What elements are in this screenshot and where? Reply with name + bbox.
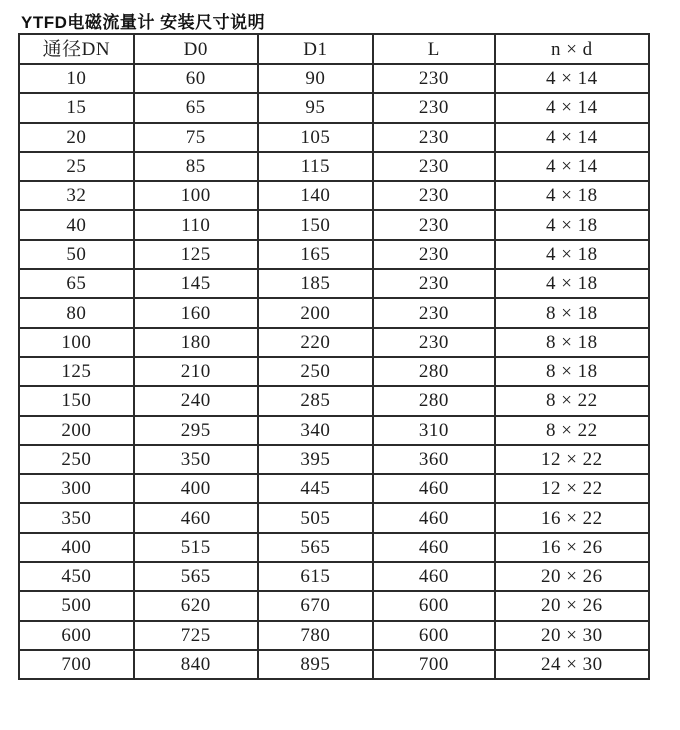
table-cell: 460: [373, 503, 495, 532]
column-header-dn: 通径DN: [19, 34, 134, 64]
table-cell: 12 × 22: [495, 445, 649, 474]
page-title: YTFD电磁流量计 安装尺寸说明: [21, 13, 266, 32]
table-cell: 160: [134, 298, 258, 327]
table-cell: 700: [373, 650, 495, 679]
table-cell: 25: [19, 152, 134, 181]
table-cell: 110: [134, 210, 258, 239]
table-cell: 60: [134, 64, 258, 93]
table-cell: 670: [258, 591, 373, 620]
table-cell: 10: [19, 64, 134, 93]
table-cell: 145: [134, 269, 258, 298]
table-cell: 615: [258, 562, 373, 591]
table-cell: 780: [258, 621, 373, 650]
table-cell: 515: [134, 533, 258, 562]
table-cell: 565: [134, 562, 258, 591]
table-row: [19, 328, 649, 357]
table-cell: 460: [134, 503, 258, 532]
table-cell: 400: [19, 533, 134, 562]
table-cell: 310: [373, 416, 495, 445]
table-cell: 15: [19, 93, 134, 122]
table-row: [19, 123, 649, 152]
table-row: [19, 210, 649, 239]
table-cell: 90: [258, 64, 373, 93]
table-cell: 230: [373, 298, 495, 327]
table-cell: 840: [134, 650, 258, 679]
table-row: [19, 416, 649, 445]
table-cell: 600: [19, 621, 134, 650]
table-cell: 460: [373, 533, 495, 562]
table-cell: 24 × 30: [495, 650, 649, 679]
table-cell: 20 × 30: [495, 621, 649, 650]
table-cell: 460: [373, 562, 495, 591]
table-row: [19, 503, 649, 532]
table-cell: 220: [258, 328, 373, 357]
table-cell: 295: [134, 416, 258, 445]
table-cell: 4 × 14: [495, 93, 649, 122]
table-row: [19, 181, 649, 210]
table-row: [19, 240, 649, 269]
table-cell: 200: [258, 298, 373, 327]
installation-dimensions-table: [18, 33, 650, 680]
table-cell: 230: [373, 64, 495, 93]
table-cell: 280: [373, 357, 495, 386]
table-cell: 32: [19, 181, 134, 210]
table-row: [19, 474, 649, 503]
table-cell: 600: [373, 621, 495, 650]
table-cell: 400: [134, 474, 258, 503]
table-row: [19, 445, 649, 474]
table-cell: 150: [258, 210, 373, 239]
table-cell: 4 × 18: [495, 210, 649, 239]
table-cell: 40: [19, 210, 134, 239]
table-cell: 230: [373, 210, 495, 239]
table-cell: 50: [19, 240, 134, 269]
table-row: [19, 357, 649, 386]
table-cell: 4 × 14: [495, 64, 649, 93]
table-cell: 125: [134, 240, 258, 269]
table-cell: 460: [373, 474, 495, 503]
table-cell: 16 × 22: [495, 503, 649, 532]
table-row: [19, 269, 649, 298]
table-cell: 4 × 18: [495, 181, 649, 210]
table-cell: 8 × 18: [495, 357, 649, 386]
table-cell: 150: [19, 386, 134, 415]
table-cell: 300: [19, 474, 134, 503]
table-cell: 895: [258, 650, 373, 679]
table-cell: 285: [258, 386, 373, 415]
table-cell: 180: [134, 328, 258, 357]
table-row: [19, 93, 649, 122]
table-cell: 250: [258, 357, 373, 386]
table-cell: 8 × 22: [495, 386, 649, 415]
table-cell: 620: [134, 591, 258, 620]
column-header-d1: D1: [258, 34, 373, 64]
table-row: [19, 298, 649, 327]
table-cell: 4 × 14: [495, 152, 649, 181]
table-cell: 360: [373, 445, 495, 474]
table-cell: 230: [373, 93, 495, 122]
table-cell: 65: [134, 93, 258, 122]
table-row: [19, 64, 649, 93]
column-header-d0: D0: [134, 34, 258, 64]
table-cell: 12 × 22: [495, 474, 649, 503]
table-body: [19, 64, 649, 679]
table-cell: 230: [373, 328, 495, 357]
table-cell: 350: [134, 445, 258, 474]
table-row: [19, 386, 649, 415]
table-cell: 185: [258, 269, 373, 298]
table-cell: 20 × 26: [495, 591, 649, 620]
table-cell: 125: [19, 357, 134, 386]
table-cell: 505: [258, 503, 373, 532]
table-cell: 230: [373, 269, 495, 298]
table-cell: 100: [19, 328, 134, 357]
table-cell: 600: [373, 591, 495, 620]
table-cell: 8 × 18: [495, 298, 649, 327]
table-cell: 85: [134, 152, 258, 181]
table-cell: 240: [134, 386, 258, 415]
table-cell: 20 × 26: [495, 562, 649, 591]
table-row: [19, 533, 649, 562]
table-cell: 4 × 18: [495, 240, 649, 269]
table-cell: 230: [373, 123, 495, 152]
table-row: [19, 562, 649, 591]
table-cell: 115: [258, 152, 373, 181]
table-cell: 20: [19, 123, 134, 152]
table-cell: 100: [134, 181, 258, 210]
table-cell: 280: [373, 386, 495, 415]
table-cell: 4 × 18: [495, 269, 649, 298]
table-cell: 230: [373, 152, 495, 181]
table-cell: 445: [258, 474, 373, 503]
table-cell: 210: [134, 357, 258, 386]
column-header-nxd: n × d: [495, 34, 649, 64]
table-cell: 350: [19, 503, 134, 532]
table-cell: 140: [258, 181, 373, 210]
table-cell: 230: [373, 181, 495, 210]
table-cell: 395: [258, 445, 373, 474]
table-row: [19, 621, 649, 650]
table-cell: 105: [258, 123, 373, 152]
table-row: [19, 152, 649, 181]
table-cell: 80: [19, 298, 134, 327]
table-cell: 8 × 22: [495, 416, 649, 445]
table-cell: 16 × 26: [495, 533, 649, 562]
table-cell: 165: [258, 240, 373, 269]
table-row: [19, 591, 649, 620]
table-cell: 65: [19, 269, 134, 298]
table-row: [19, 650, 649, 679]
table-cell: 340: [258, 416, 373, 445]
table-cell: 450: [19, 562, 134, 591]
table-cell: 700: [19, 650, 134, 679]
table-cell: 8 × 18: [495, 328, 649, 357]
table-cell: 200: [19, 416, 134, 445]
table-cell: 230: [373, 240, 495, 269]
table-cell: 725: [134, 621, 258, 650]
table-cell: 500: [19, 591, 134, 620]
table-cell: 4 × 14: [495, 123, 649, 152]
table-cell: 565: [258, 533, 373, 562]
table-header-row: [19, 34, 649, 64]
table-cell: 75: [134, 123, 258, 152]
table-cell: 250: [19, 445, 134, 474]
column-header-l: L: [373, 34, 495, 64]
table-cell: 95: [258, 93, 373, 122]
